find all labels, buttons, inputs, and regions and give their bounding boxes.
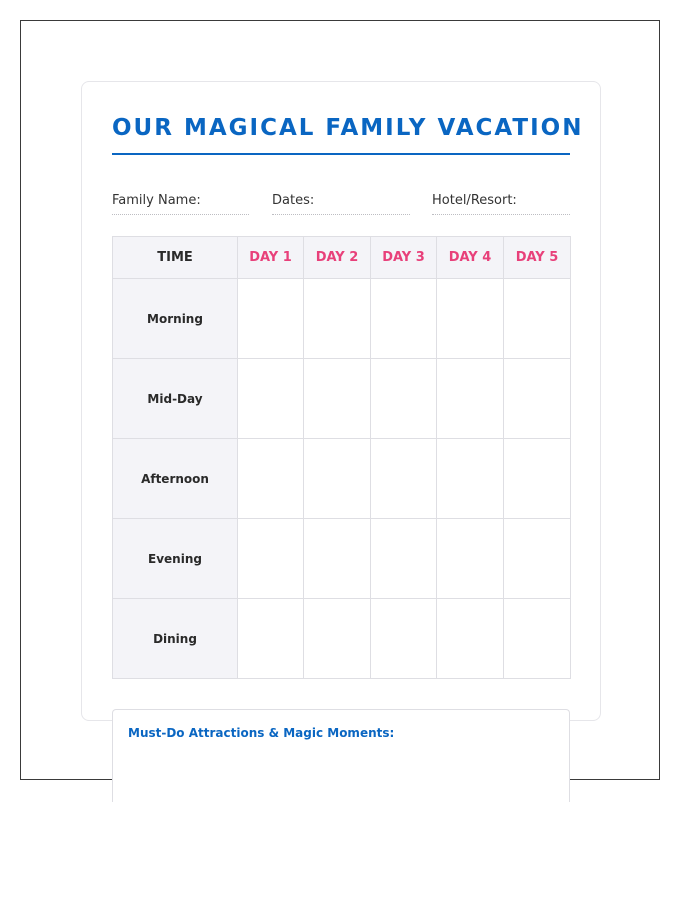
row-label-dining: Dining	[113, 599, 238, 679]
table-cell[interactable]	[304, 359, 371, 439]
day-2-header: DAY 2	[304, 237, 371, 279]
attractions-notes-title: Must-Do Attractions & Magic Moments:	[128, 726, 395, 740]
table-cell[interactable]	[437, 279, 504, 359]
table-cell[interactable]	[238, 519, 304, 599]
row-label-afternoon: Afternoon	[113, 439, 238, 519]
table-row	[113, 519, 571, 599]
page-title: OUR MAGICAL FAMILY VACATION	[112, 115, 584, 141]
table-cell[interactable]	[371, 279, 437, 359]
table-cell[interactable]	[371, 599, 437, 679]
dates-label: Dates:	[272, 193, 315, 208]
row-label-mid-day: Mid-Day	[113, 359, 238, 439]
day-3-header: DAY 3	[371, 237, 437, 279]
table-cell[interactable]	[504, 359, 571, 439]
table-cell[interactable]	[371, 519, 437, 599]
table-cell[interactable]	[238, 279, 304, 359]
table-cell[interactable]	[304, 279, 371, 359]
title-underline	[112, 153, 570, 155]
table-cell[interactable]	[238, 439, 304, 519]
table-row	[113, 439, 571, 519]
table-cell[interactable]	[238, 359, 304, 439]
table-cell[interactable]	[371, 439, 437, 519]
table-cell[interactable]	[437, 519, 504, 599]
table-header-row	[113, 237, 571, 279]
hotel-field[interactable]	[432, 192, 570, 215]
table-cell[interactable]	[371, 359, 437, 439]
table-cell[interactable]	[504, 439, 571, 519]
table-cell[interactable]	[304, 439, 371, 519]
day-5-header: DAY 5	[504, 237, 571, 279]
day-4-header: DAY 4	[437, 237, 504, 279]
table-row	[113, 279, 571, 359]
table-cell[interactable]	[437, 439, 504, 519]
hotel-label: Hotel/Resort:	[432, 193, 517, 208]
table-cell[interactable]	[304, 519, 371, 599]
family-name-label: Family Name:	[112, 193, 201, 208]
table-cell[interactable]	[504, 279, 571, 359]
table-cell[interactable]	[504, 519, 571, 599]
table-cell[interactable]	[304, 599, 371, 679]
table-row	[113, 599, 571, 679]
table-cell[interactable]	[437, 359, 504, 439]
table-cell[interactable]	[238, 599, 304, 679]
dates-field[interactable]	[272, 192, 410, 215]
family-name-field[interactable]	[112, 192, 249, 215]
time-column-header: TIME	[113, 237, 238, 279]
table-row	[113, 359, 571, 439]
itinerary-table	[112, 236, 571, 679]
day-1-header: DAY 1	[238, 237, 304, 279]
table-cell[interactable]	[504, 599, 571, 679]
table-cell[interactable]	[437, 599, 504, 679]
attractions-notes-box[interactable]	[112, 709, 570, 802]
row-label-evening: Evening	[113, 519, 238, 599]
row-label-morning: Morning	[113, 279, 238, 359]
